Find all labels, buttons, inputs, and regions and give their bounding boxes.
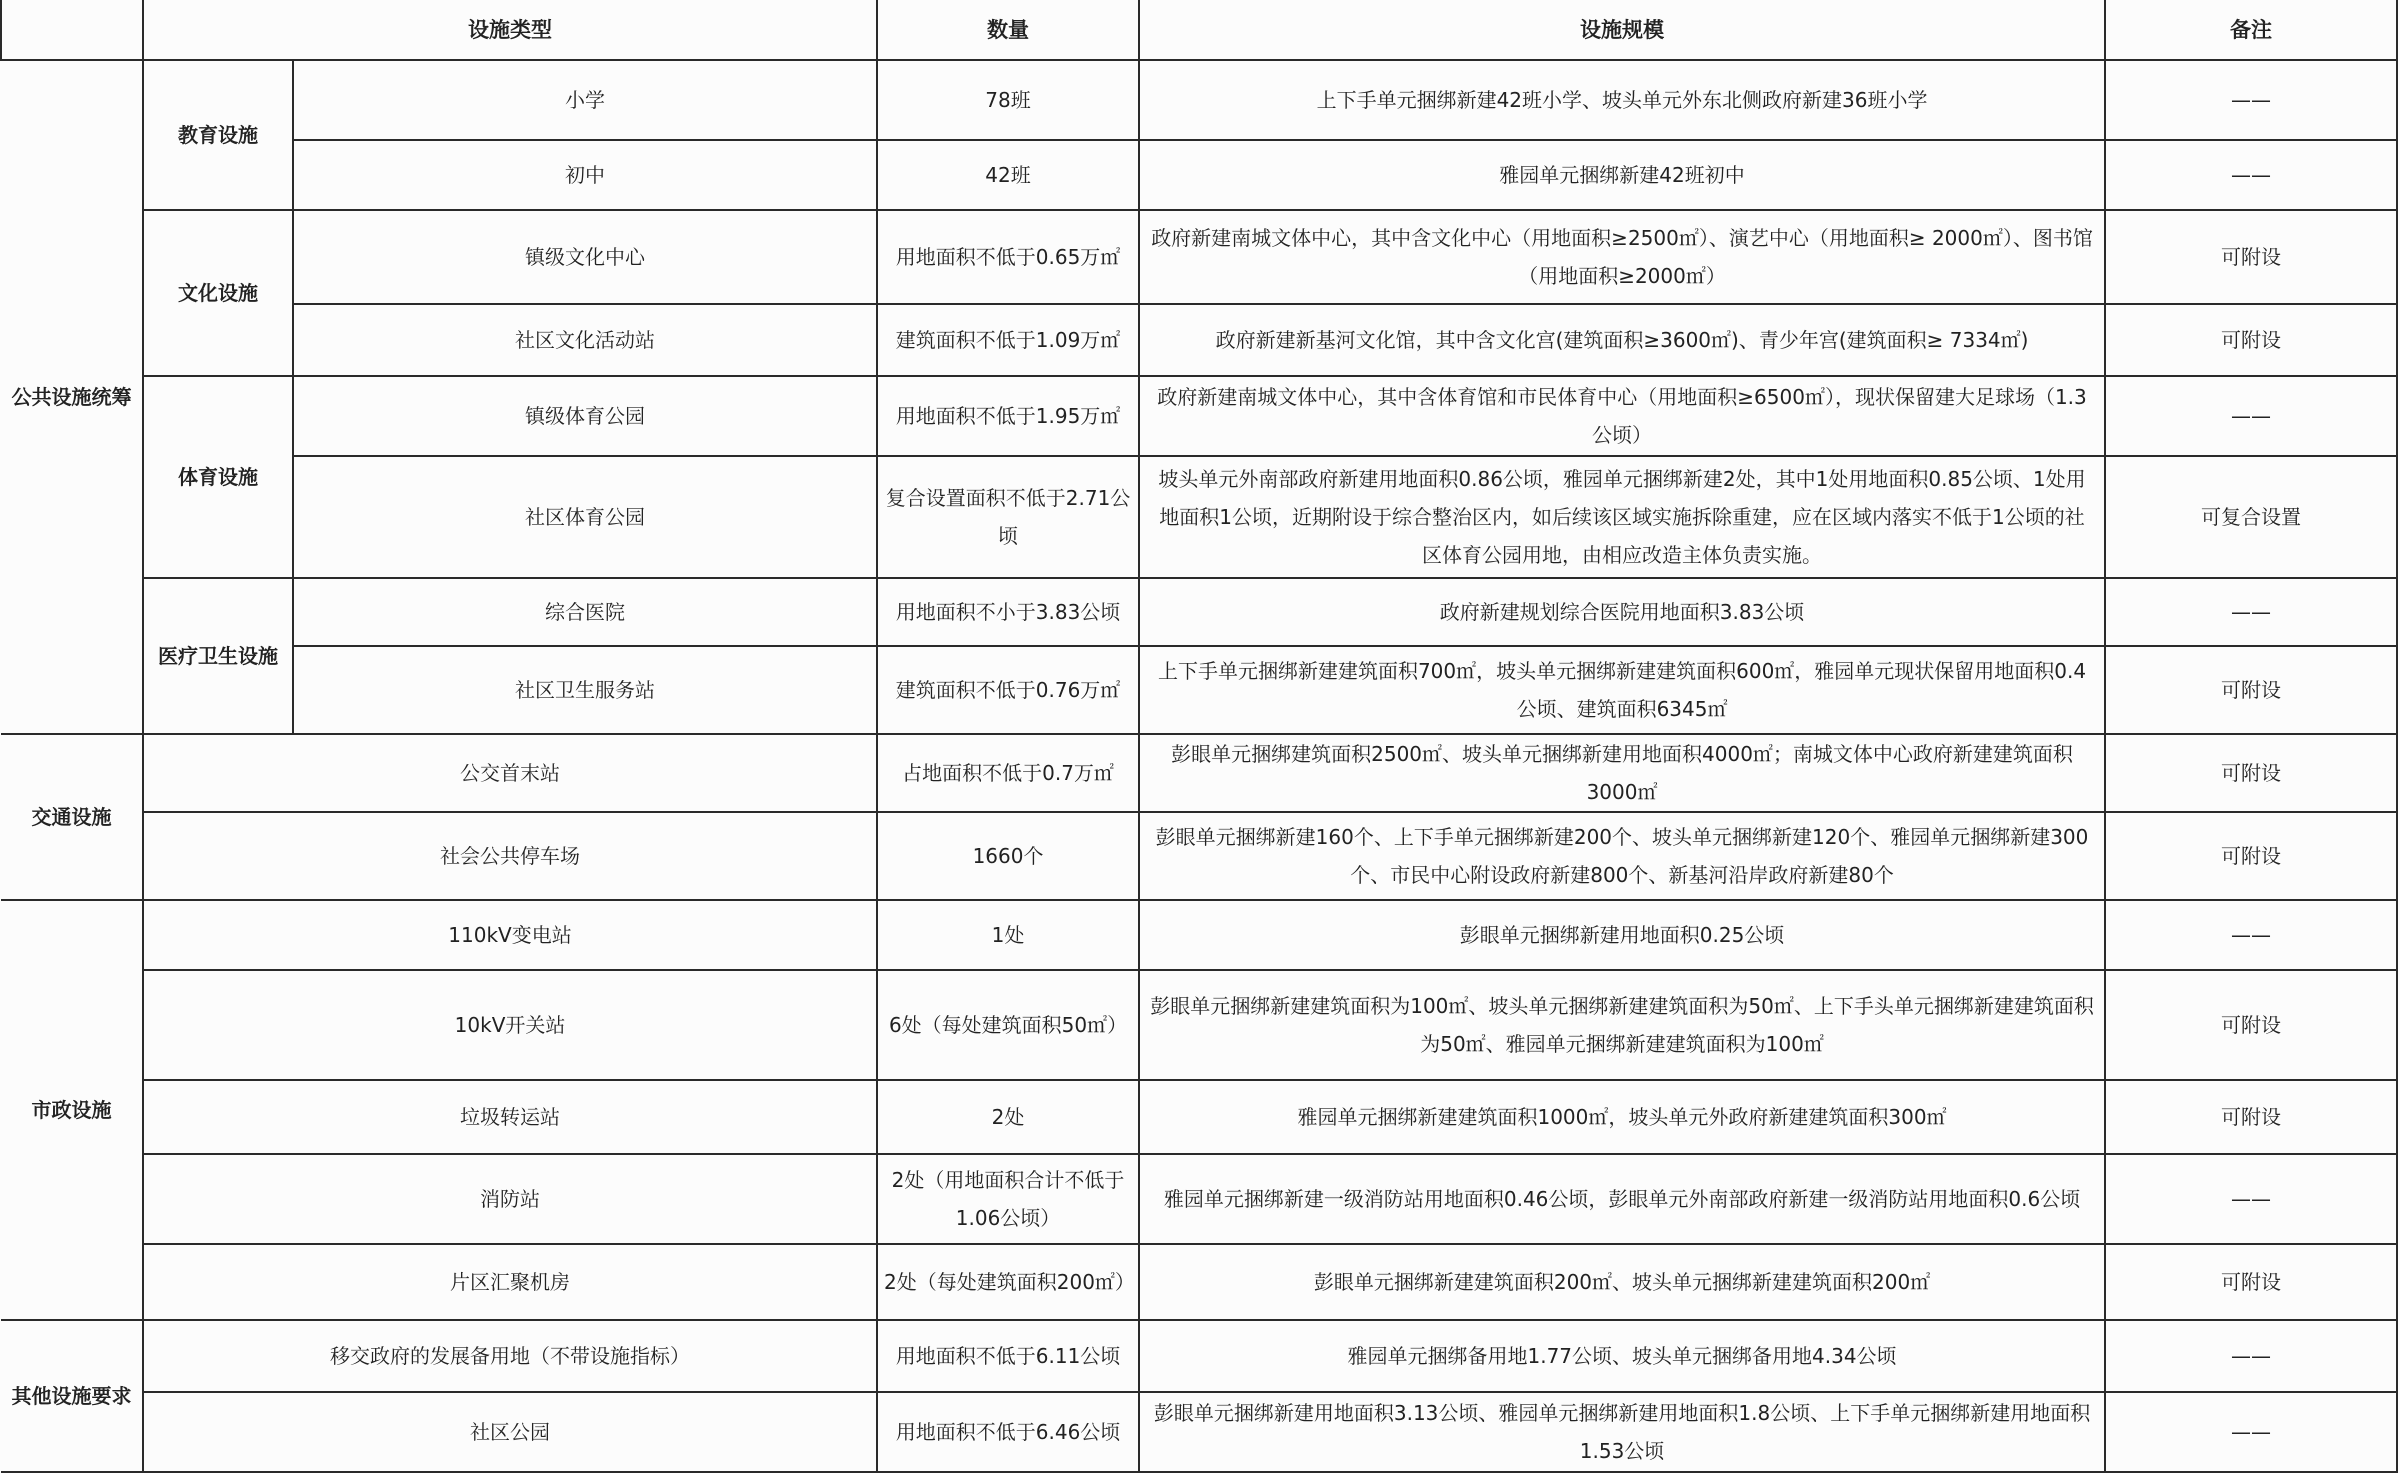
facility-quantity: 42班 bbox=[877, 140, 1139, 210]
facility-remark: —— bbox=[2105, 900, 2397, 970]
table-row bbox=[1, 578, 2397, 646]
facility-scale: 彭眼单元捆绑新建用地面积0.25公顷 bbox=[1139, 900, 2105, 970]
table-row bbox=[1, 60, 2397, 140]
facility-remark: —— bbox=[2105, 1320, 2397, 1392]
facility-scale: 雅园单元捆绑新建建筑面积1000㎡，坡头单元外政府新建建筑面积300㎡ bbox=[1139, 1080, 2105, 1154]
facility-remark: —— bbox=[2105, 1154, 2397, 1244]
facility-remark: 可附设 bbox=[2105, 304, 2397, 376]
header-row bbox=[1, 0, 2397, 60]
facility-scale: 政府新建新基河文化馆，其中含文化宫(建筑面积≥3600㎡)、青少年宫(建筑面积≥ 7334㎡) bbox=[1139, 304, 2105, 376]
group-public: 公共设施统筹 bbox=[1, 60, 143, 734]
facility-scale: 彭眼单元捆绑新建用地面积3.13公顷、雅园单元捆绑新建用地面积1.8公顷、上下手单元捆绑新建用地面积1.53公顷 bbox=[1139, 1392, 2105, 1472]
facility-remark: 可附设 bbox=[2105, 210, 2397, 304]
table-row bbox=[1, 1320, 2397, 1392]
facility-remark: —— bbox=[2105, 60, 2397, 140]
table-row bbox=[1, 900, 2397, 970]
facility-scale: 彭眼单元捆绑新建160个、上下手单元捆绑新建200个、坡头单元捆绑新建120个、雅园单元捆绑新建300个、市民中心附设政府新建800个、新基河沿岸政府新建80个 bbox=[1139, 812, 2105, 900]
facility-remark: 可附设 bbox=[2105, 812, 2397, 900]
facility-quantity: 用地面积不低于6.11公顷 bbox=[877, 1320, 1139, 1392]
facility-quantity: 用地面积不小于3.83公顷 bbox=[877, 578, 1139, 646]
facility-scale: 政府新建南城文体中心，其中含文化中心（用地面积≥2500㎡）、演艺中心（用地面积≥ 2000㎡）、图书馆（用地面积≥2000㎡） bbox=[1139, 210, 2105, 304]
facility-quantity: 2处 bbox=[877, 1080, 1139, 1154]
table-row bbox=[1, 1154, 2397, 1244]
subgroup-sports: 体育设施 bbox=[143, 376, 293, 578]
table-row bbox=[1, 970, 2397, 1080]
subgroup-culture: 文化设施 bbox=[143, 210, 293, 376]
facility-quantity: 78班 bbox=[877, 60, 1139, 140]
header-type: 设施类型 bbox=[143, 0, 877, 60]
facility-scale: 坡头单元外南部政府新建用地面积0.86公顷，雅园单元捆绑新建2处，其中1处用地面积0.85公顷、1处用地面积1公顷，近期附设于综合整治区内，如后续该区域实施拆除重建，应在区域内落实不低于1公顷的社区体育公园用地，由相应改造主体负责实施。 bbox=[1139, 456, 2105, 578]
table-row bbox=[1, 1392, 2397, 1472]
facility-quantity: 建筑面积不低于1.09万㎡ bbox=[877, 304, 1139, 376]
facility-scale: 上下手单元捆绑新建42班小学、坡头单元外东北侧政府新建36班小学 bbox=[1139, 60, 2105, 140]
facility-name: 消防站 bbox=[143, 1154, 877, 1244]
facility-remark: 可附设 bbox=[2105, 970, 2397, 1080]
facility-name: 110kV变电站 bbox=[143, 900, 877, 970]
group-transport: 交通设施 bbox=[1, 734, 143, 900]
facility-name: 垃圾转运站 bbox=[143, 1080, 877, 1154]
facility-name: 社区体育公园 bbox=[293, 456, 877, 578]
facility-scale: 政府新建南城文体中心，其中含体育馆和市民体育中心（用地面积≥6500㎡），现状保留建大足球场（1.3公顷） bbox=[1139, 376, 2105, 456]
facility-quantity: 2处（每处建筑面积200㎡） bbox=[877, 1244, 1139, 1320]
facility-remark: —— bbox=[2105, 578, 2397, 646]
header-remark: 备注 bbox=[2105, 0, 2397, 60]
facility-quantity: 用地面积不低于1.95万㎡ bbox=[877, 376, 1139, 456]
table-row bbox=[1, 304, 2397, 376]
facility-name: 初中 bbox=[293, 140, 877, 210]
facility-name: 社区卫生服务站 bbox=[293, 646, 877, 734]
facility-quantity: 用地面积不低于0.65万㎡ bbox=[877, 210, 1139, 304]
table-row bbox=[1, 646, 2397, 734]
facility-name: 社会公共停车场 bbox=[143, 812, 877, 900]
facility-remark: —— bbox=[2105, 140, 2397, 210]
header-scale: 设施规模 bbox=[1139, 0, 2105, 60]
facility-scale: 雅园单元捆绑新建一级消防站用地面积0.46公顷，彭眼单元外南部政府新建一级消防站用地面积0.6公顷 bbox=[1139, 1154, 2105, 1244]
facility-scale: 雅园单元捆绑新建42班初中 bbox=[1139, 140, 2105, 210]
header-corner bbox=[1, 0, 143, 60]
facility-quantity: 1660个 bbox=[877, 812, 1139, 900]
facility-quantity: 2处（用地面积合计不低于1.06公顷） bbox=[877, 1154, 1139, 1244]
facility-scale: 彭眼单元捆绑建筑面积2500㎡、坡头单元捆绑新建用地面积4000㎡；南城文体中心政府新建建筑面积3000㎡ bbox=[1139, 734, 2105, 812]
table-row bbox=[1, 140, 2397, 210]
facility-remark: —— bbox=[2105, 1392, 2397, 1472]
facility-scale: 政府新建规划综合医院用地面积3.83公顷 bbox=[1139, 578, 2105, 646]
table-row bbox=[1, 1244, 2397, 1320]
facility-quantity: 用地面积不低于6.46公顷 bbox=[877, 1392, 1139, 1472]
facility-remark: 可附设 bbox=[2105, 646, 2397, 734]
subgroup-education: 教育设施 bbox=[143, 60, 293, 210]
facility-quantity: 1处 bbox=[877, 900, 1139, 970]
facility-name: 公交首末站 bbox=[143, 734, 877, 812]
table-row bbox=[1, 376, 2397, 456]
facility-scale: 彭眼单元捆绑新建建筑面积为100㎡、坡头单元捆绑新建建筑面积为50㎡、上下手头单元捆绑新建建筑面积为50㎡、雅园单元捆绑新建建筑面积为100㎡ bbox=[1139, 970, 2105, 1080]
facility-name: 镇级文化中心 bbox=[293, 210, 877, 304]
facility-name: 社区公园 bbox=[143, 1392, 877, 1472]
facility-name: 10kV开关站 bbox=[143, 970, 877, 1080]
facility-quantity: 建筑面积不低于0.76万㎡ bbox=[877, 646, 1139, 734]
facility-scale: 上下手单元捆绑新建建筑面积700㎡，坡头单元捆绑新建建筑面积600㎡，雅园单元现状保留用地面积0.4公顷、建筑面积6345㎡ bbox=[1139, 646, 2105, 734]
facility-name: 社区文化活动站 bbox=[293, 304, 877, 376]
facility-quantity: 6处（每处建筑面积50㎡） bbox=[877, 970, 1139, 1080]
facility-name: 综合医院 bbox=[293, 578, 877, 646]
facility-remark: 可附设 bbox=[2105, 1080, 2397, 1154]
facility-remark: 可附设 bbox=[2105, 734, 2397, 812]
subgroup-medical: 医疗卫生设施 bbox=[143, 578, 293, 734]
facility-name: 小学 bbox=[293, 60, 877, 140]
facility-name: 镇级体育公园 bbox=[293, 376, 877, 456]
facility-remark: 可复合设置 bbox=[2105, 456, 2397, 578]
facility-remark: 可附设 bbox=[2105, 1244, 2397, 1320]
facility-scale: 雅园单元捆绑备用地1.77公顷、坡头单元捆绑备用地4.34公顷 bbox=[1139, 1320, 2105, 1392]
facility-scale: 彭眼单元捆绑新建建筑面积200㎡、坡头单元捆绑新建建筑面积200㎡ bbox=[1139, 1244, 2105, 1320]
facility-quantity: 占地面积不低于0.7万㎡ bbox=[877, 734, 1139, 812]
group-municipal: 市政设施 bbox=[1, 900, 143, 1320]
facility-name: 移交政府的发展备用地（不带设施指标） bbox=[143, 1320, 877, 1392]
facility-name: 片区汇聚机房 bbox=[143, 1244, 877, 1320]
facility-remark: —— bbox=[2105, 376, 2397, 456]
table-row bbox=[1, 1080, 2397, 1154]
table-row bbox=[1, 812, 2397, 900]
header-quantity: 数量 bbox=[877, 0, 1139, 60]
table-row bbox=[1, 456, 2397, 578]
table-row bbox=[1, 210, 2397, 304]
table-row bbox=[1, 734, 2397, 812]
group-other: 其他设施要求 bbox=[1, 1320, 143, 1472]
facility-quantity: 复合设置面积不低于2.71公顷 bbox=[877, 456, 1139, 578]
